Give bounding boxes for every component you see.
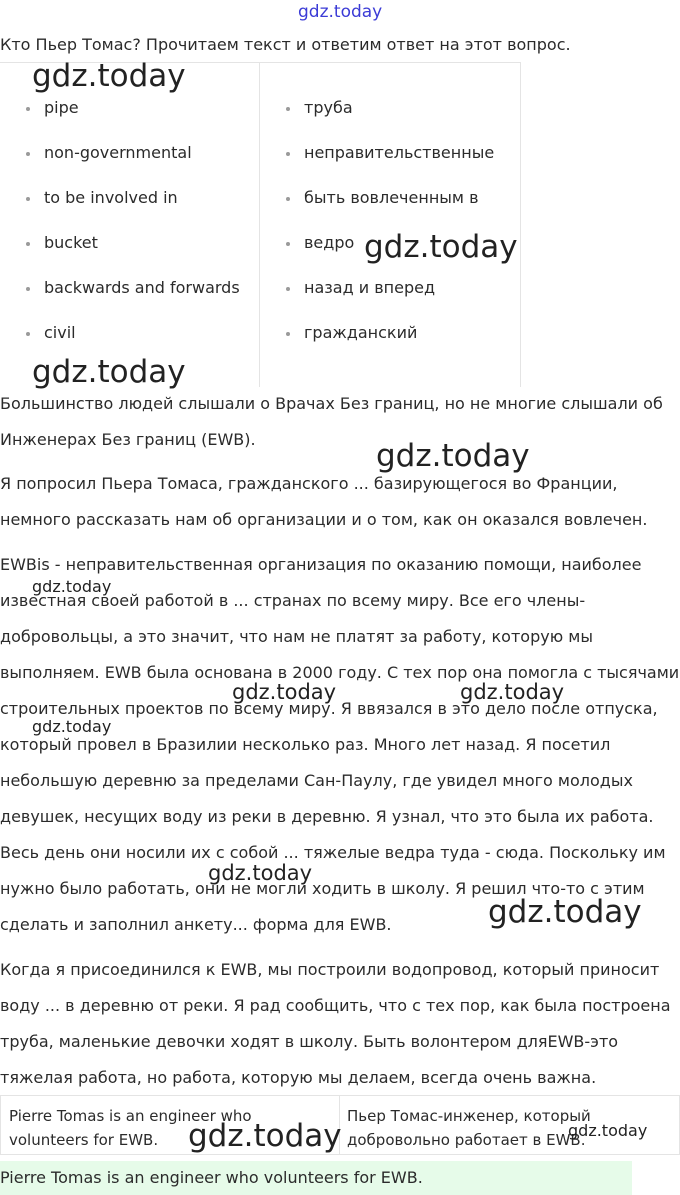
watermark: gdz.today <box>208 861 313 885</box>
watermark: gdz.today <box>376 438 530 474</box>
vocab-russian-item: быть вовлеченным в <box>286 187 494 232</box>
intro-question: Кто Пьер Томас? Прочитаем текст и ответим ответ на этот вопрос. <box>0 35 571 54</box>
translation-russian: Пьер Томас-инженер, который добровольно работает в EWB. <box>347 1107 591 1149</box>
vocab-english-item: bucket <box>26 232 240 277</box>
vocab-russian-item: неправительственные <box>286 142 494 187</box>
vocab-english-item: backwards and forwards <box>26 277 240 322</box>
watermark: gdz.today <box>32 354 186 390</box>
vocab-russian-item: ведро <box>286 232 494 277</box>
paragraph: EWBis - неправительственная организация по оказанию помощи, наиболее известная своей работой в ... странах по всему миру. Все его члены-добровольцы, а это значит, что нам не платят за работу, которую мы выполняем. EWB была основана в 2000 году. С тех пор она помогла с тысячами строительных проектов по всему миру. Я ввязался в это дело после отпуска, который провел в Бразилии несколько раз. Много лет назад. Я посетил небольшую деревню за пределами Сан-Паулу, где увидел много молодых девушек, несущих воду из реки в деревню. Я узнал, что это была их работа. Весь день они носили их с собой ... тяжелые ведра туда - сюда. Поскольку им нужно было работать, они не могли ходить в школу. Я решил что-то с этим сделать и заполнил анкету... форма для EWB. <box>0 555 680 934</box>
translation-english: Pierre Tomas is an engineer who volunteers for EWB. <box>9 1107 252 1149</box>
watermark: gdz.today <box>188 1118 342 1154</box>
vocab-english-item: pipe <box>26 97 240 142</box>
vocabulary-english-list <box>26 97 240 367</box>
watermark: gdz.today <box>32 577 112 596</box>
paragraph: Я попросил Пьера Томаса, гражданского ... базирующегося во Франции, немного рассказать нам об организации и о том, как он оказался вовлечен. <box>0 474 648 529</box>
vocab-russian-item: труба <box>286 97 494 142</box>
paragraph: Большинство людей слышали о Врачах Без границ, но не многие слышали об Инженерах Без границ (EWB). <box>0 394 663 449</box>
vocab-english-item: non-governmental <box>26 142 240 187</box>
paragraph: Когда я присоединился к EWB, мы построили водопровод, который приносит воду ... в деревню от реки. Я рад сообщить, что с тех пор, как была построена труба, маленькие девочки ходят в школу. Быть волонтером дляEWB-это тяжелая работа, но работа, которую мы делаем, всегда очень важна. <box>0 960 671 1087</box>
answer-highlight: Pierre Tomas is an engineer who volunteers for EWB. <box>0 1161 632 1195</box>
watermark: gdz.today <box>488 894 642 930</box>
watermark-top: gdz.today <box>298 2 383 22</box>
vocab-english-item: to be involved in <box>26 187 240 232</box>
watermark: gdz.today <box>32 717 112 736</box>
watermark: gdz.today <box>568 1121 648 1140</box>
watermark: gdz.today <box>364 229 518 265</box>
watermark: gdz.today <box>460 680 565 704</box>
watermark: gdz.today <box>232 680 337 704</box>
vocabulary-table <box>0 62 521 387</box>
watermark: gdz.today <box>32 58 186 94</box>
vocab-russian-item: гражданский <box>286 322 494 367</box>
vocabulary-divider <box>259 63 260 387</box>
vocab-russian-item: назад и вперед <box>286 277 494 322</box>
vocab-english-item: civil <box>26 322 240 367</box>
